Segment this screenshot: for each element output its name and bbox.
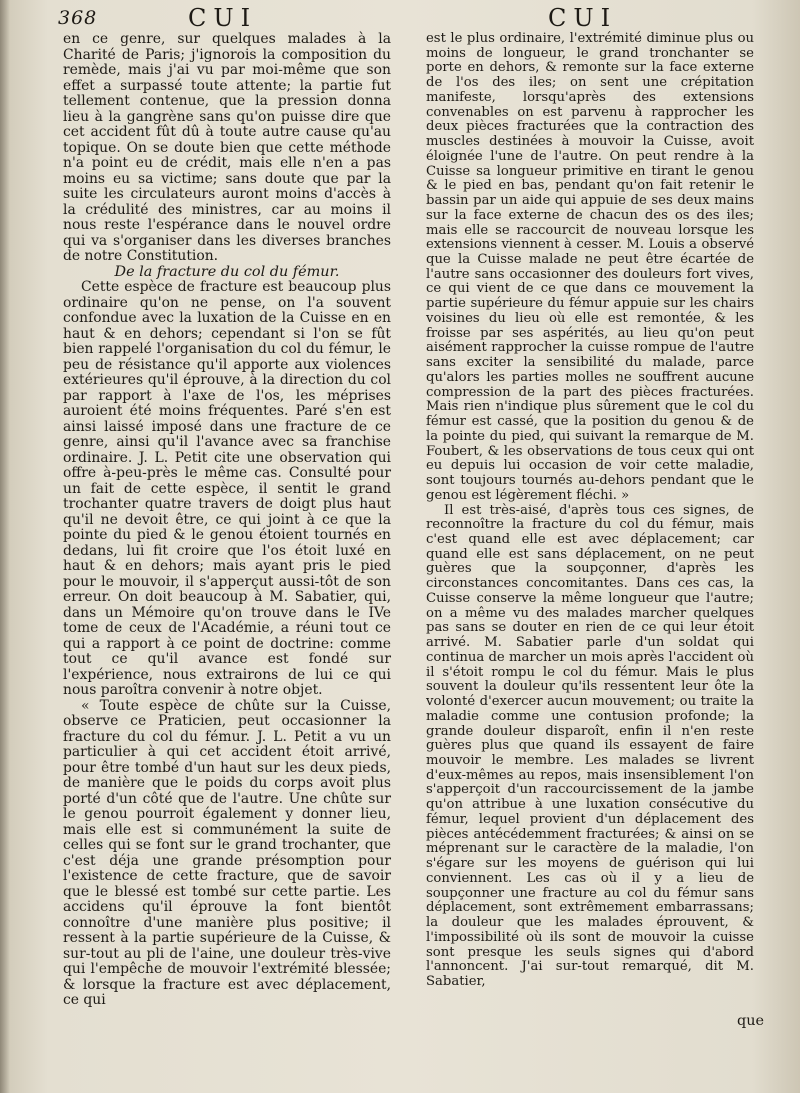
- continued-paragraph: est le plus ordinaire, l'extrémité diminue plus ou moins de longueur, le grand tronchanter se porte en dehors, & remonte sur la face externe de l'os des iles; on sent une crépitation manifeste, lorsqu'après des extensions convenables on est parvenu à rapprocher les deux pièces fracturées que la contraction des muscles destinées à mouvoir la Cuisse, avoit éloignée l'une de l'autre. On peut rendre à la Cuisse sa longueur primitive en tirant le genou & le pied en bas, pendant qu'on fait retenir le bassin par un aide qui appuie de ses deux mains sur la face externe de chacun des os des iles; mais elle se raccourcit de nouveau lorsque les extensions viennent à cesser. M. Louis a observé que la Cuisse malade ne peut être écartée de l'autre sans occasionner des douleurs fort vives, ce qui vient de ce que dans ce mouvement la partie supérieure du fémur appuie sur les chairs voisines du lieu où elle est remontée, & les froisse par ses aspérités, au lieu qu'on peut aisément rapprocher la cuisse rompue de l'autre sans exciter la sensibilité du malade, parce qu'alors les parties molles ne souffrent aucune compression de la part des pièces fracturées. Mais rien n'indique plus sûrement que le col du fémur est cassé, que la position du genou & de la pointe du pied, qui suivant la remarque de M. Foubert, & les observations de tous ceux qui ont eu depuis lui occasion de voir cette maladie, sont toujours tournés au-dehors pendant que le genou est légèrement fléchi. »: [426, 31, 754, 503]
- left-column: [63, 32, 391, 1009]
- catchword: que: [737, 1013, 764, 1029]
- left-running-title: CUI: [188, 4, 258, 32]
- intro-paragraph: en ce genre, sur quelques malades à la Charité de Paris; j'ignorois la composition du remède, mais j'ai vu par moi-même que son effet a surpassé toute attente; la partie fut tellement contenue, que la pression donna lieu à la gangrène sans qu'on puisse dire que cet accident fût dû à toute autre cause qu'au topique. On se doute bien que cette méthode n'a point eu de crédit, mais elle n'en a pas moins eu sa victime; sans doute que par la suite les circulateurs auront moins d'accès à la crédulité des ministres, car au moins il nous reste l'espérance dans le nouvel ordre qui va s'organiser dans les diverses branches de notre Constitution.: [63, 31, 391, 264]
- paragraph: Cette espèce de fracture est beaucoup plus ordinaire qu'on ne pense, on l'a souvent confondue avec la luxation de la Cuisse en en haut & en dehors; cependant si l'on se fût bien rappelé l'organisation du col du fémur, le peu de résistance qu'il apporte aux violences extérieures qu'il éprouve, à la direction du col par rapport à l'axe de l'os, les méprises auroient été moins fréquentes. Paré s'en est ainsi laissé imposé dans une fracture de ce genre, ainsi qu'il l'avance avec sa franchise ordinaire. J. L. Petit cite une observation qui offre à-peu-près le même cas. Consulté pour un fait de cette espèce, il sentit le grand trochanter quatre travers de doigt plus haut qu'il ne devoit être, ce qui joint à ce que la pointe du pied & le genou étoient tournés en dedans, lui fit croire que l'os étoit luxé en haut & en dehors; mais ayant pris le pied pour le mouvoir, il s'apperçut aussi-tôt de son erreur. On doit beaucoup à M. Sabatier, qui, dans un Mémoire qu'on trouve dans le IVe tome de ceux de l'Académie, a réuni tout ce qui a rapport à ce point de doctrine: comme tout ce qu'il avance est fondé sur l'expérience, nous extrairons de lui ce qui nous paroîtra convenir à notre objet.: [63, 279, 391, 698]
- running-head: [58, 4, 768, 34]
- page-number: 368: [58, 7, 98, 29]
- quoted-paragraph: « Toute espèce de chûte sur la Cuisse, observe ce Praticien, peut occasionner la fracture du col du fémur. J. L. Petit a vu un particulier à qui cet accident étoit arrivé, pour être tombé d'un haut sur les deux pieds, de manière que le poids du corps avoit plus porté d'un côté que de l'autre. Une chûte sur le genou pourroit également y donner lieu, mais elle est si communément la suite de celles qui se font sur le grand trochanter, que c'est déja une grande présomption pour l'existence de cette fracture, que de savoir que le blessé est tombé sur cette partie. Les accidens qu'il éprouve la font bientôt connoître d'une manière plus positive; il ressent à la partie supérieure de la Cuisse, & sur-tout au pli de l'aine, une douleur très-vive qui l'empêche de mouvoir l'extrémité blessée; & lorsque la fracture est avec déplacement, ce qui: [63, 697, 391, 1008]
- paragraph: Il est très-aisé, d'après tous ces signes, de reconnoître la fracture du col du fémur, mais c'est quand elle est avec déplacement; car quand elle est sans déplacement, on ne peut guères que la soupçonner, d'après les circonstances concomitantes. Dans ces cas, la Cuisse conserve la même longueur que l'autre; on a même vu des malades marcher quelques pas sans se douter en rien de ce qui leur étoit arrivé. M. Sabatier parle d'un soldat qui continua de marcher un mois après l'accident où il s'étoit rompu le col du fémur. Mais le plus souvent la douleur qu'ils ressentent leur ôte la volonté d'exercer aucun mouvement; ou traite la maladie comme une contusion profonde; la grande douleur disparoît, enfin il n'en reste guères plus que quand ils essayent de faire mouvoir le membre. Les malades se livrent d'eux-mêmes au repos, mais insensiblement l'on s'apperçoit d'un raccourcissement de la jambe qu'on attribue à une luxation consécutive du fémur, lequel provient d'un déplacement des pièces antécédemment fracturées; & ainsi on se méprenant sur le caractère de la maladie, l'on s'égare sur les moyens de guérison qui lui conviennent. Les cas où il y a lieu de soupçonner une fracture au col du fémur sans déplacement, sont extrêmement embarrassans; la douleur que les malades éprouvent, & l'impossibilité où ils sont de mouvoir la cuisse sont presque les seuls signes qui d'abord l'annoncent. J'ai sur-tout remarqué, dit M. Sabatier,: [426, 502, 754, 989]
- section-title: De la fracture du col du fémur.: [114, 263, 340, 280]
- right-column: [426, 32, 754, 990]
- right-running-title: CUI: [548, 4, 618, 32]
